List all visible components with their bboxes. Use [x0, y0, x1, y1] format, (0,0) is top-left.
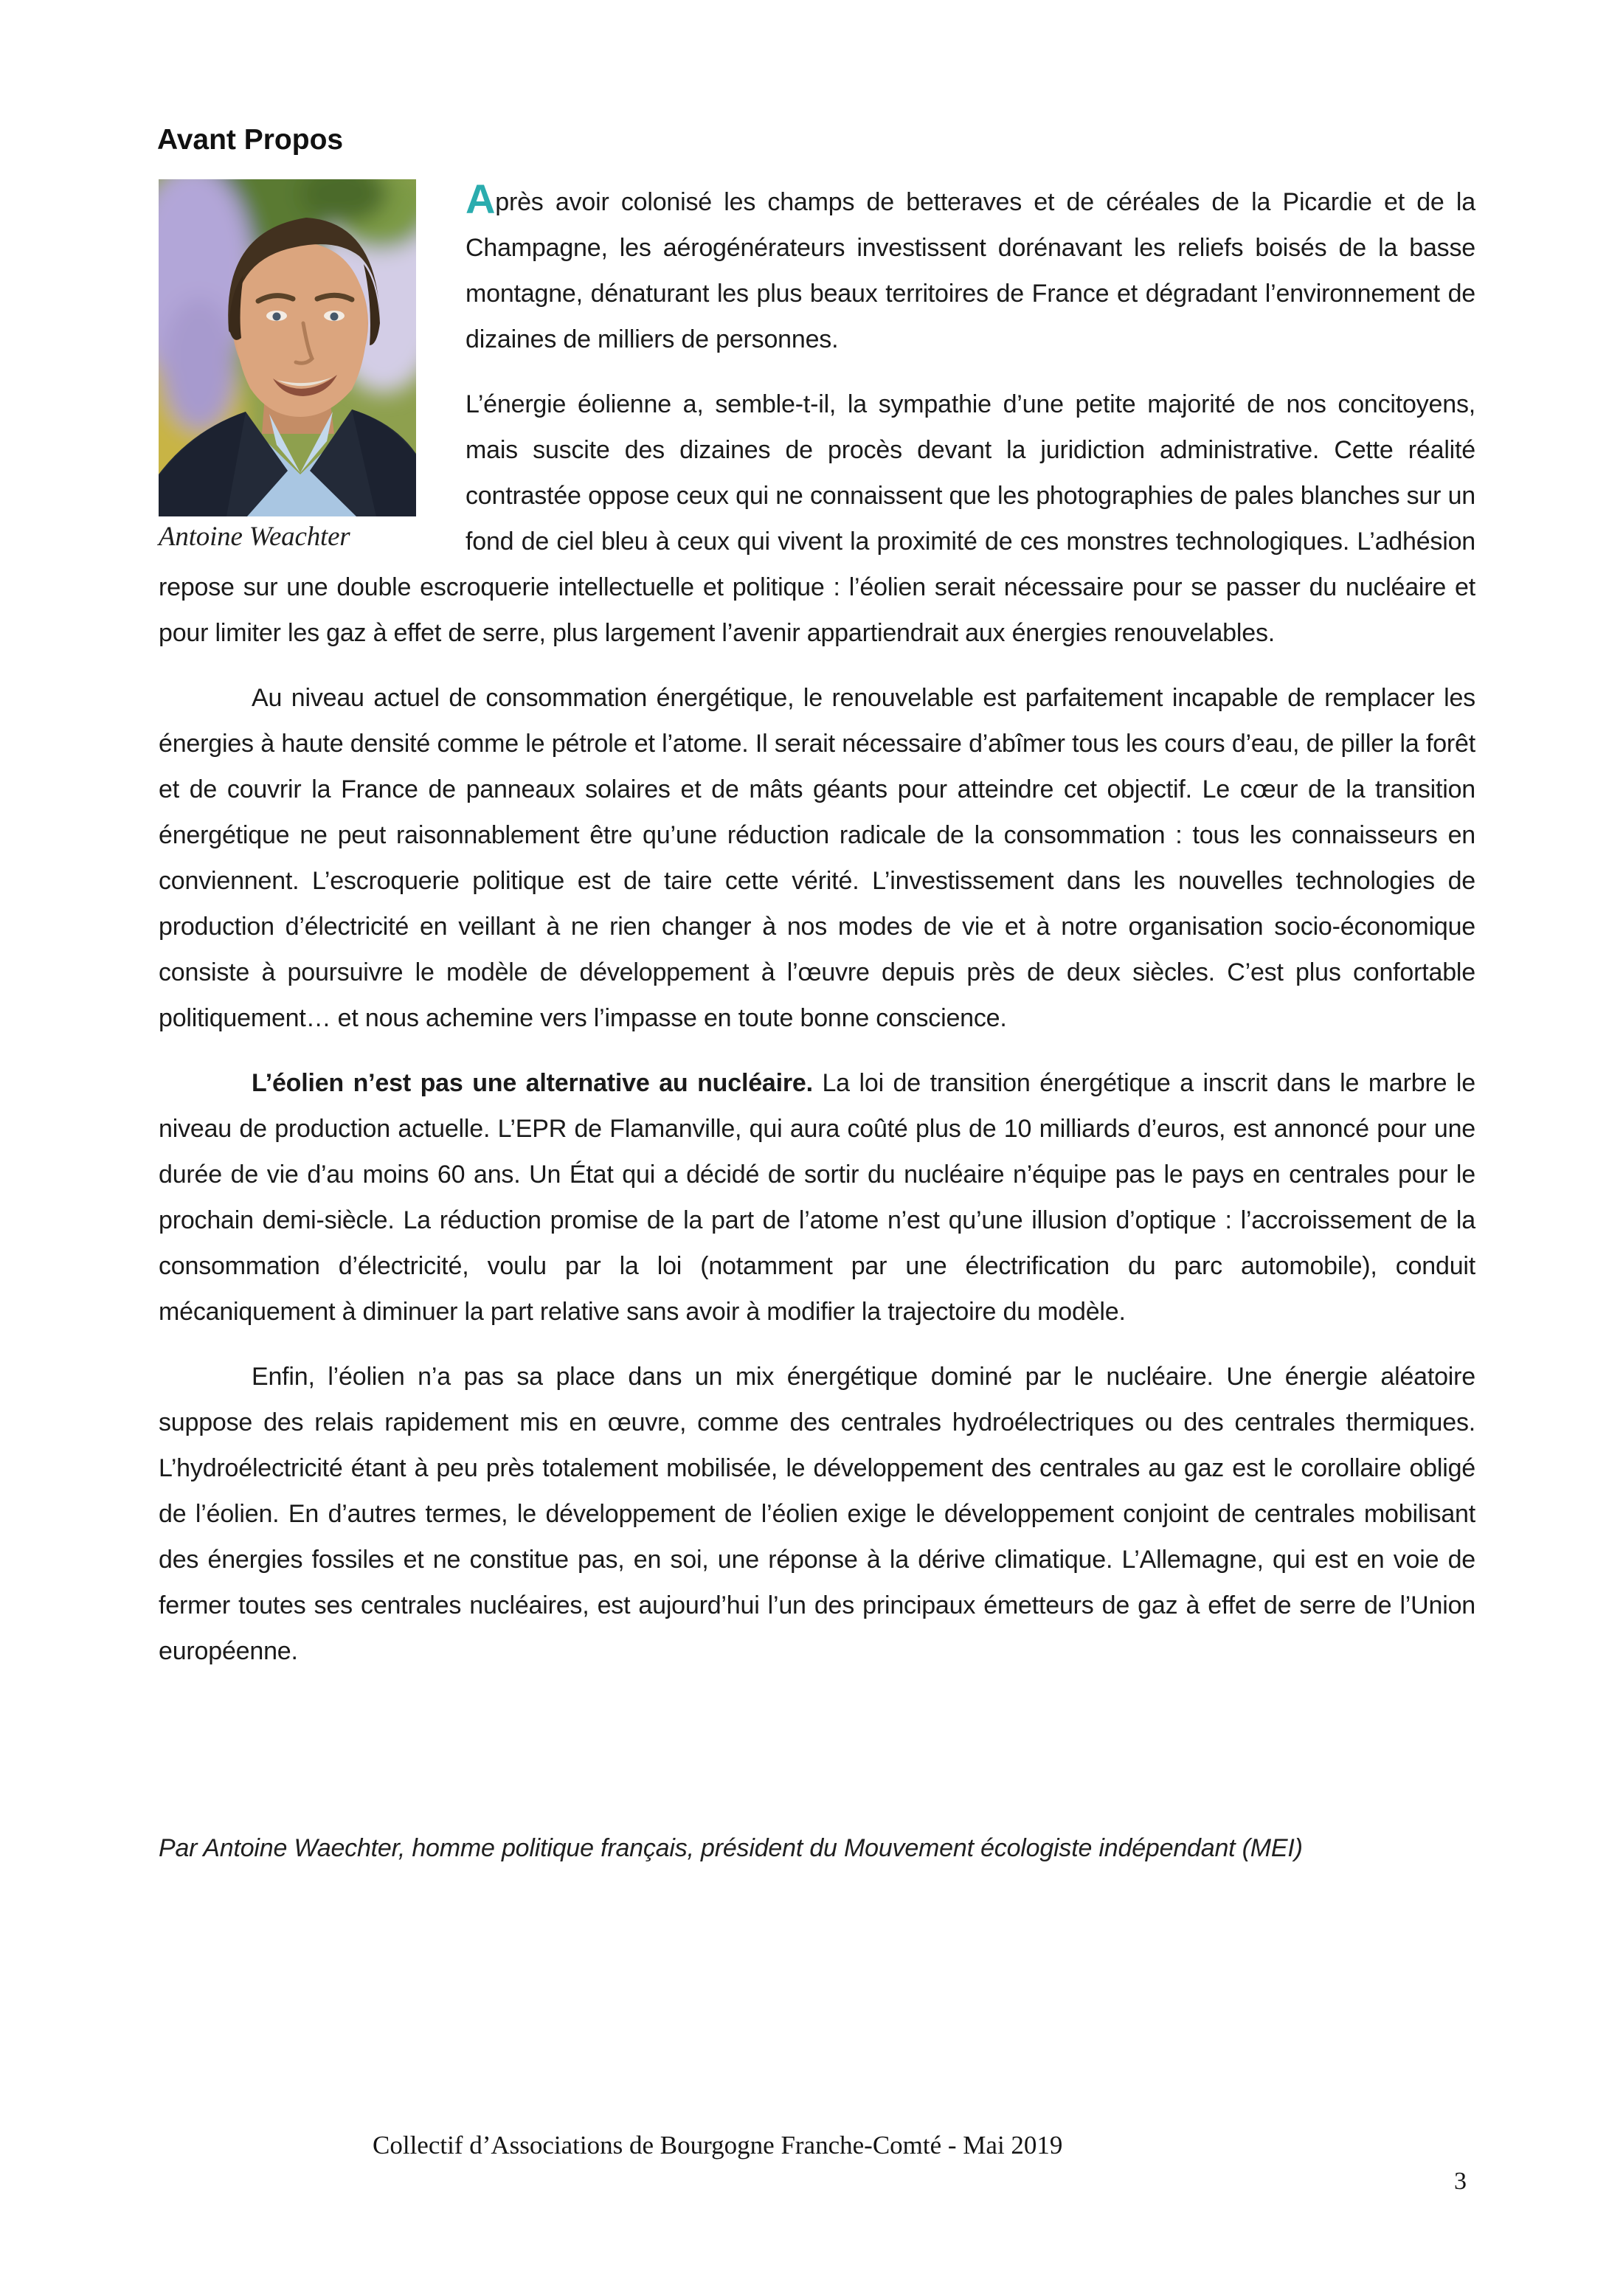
photo-caption: Antoine Weachter [159, 522, 350, 552]
paragraph-5-text: Enfin, l’éolien n’a pas sa place dans un mix énergétique dominé par le nucléaire. Une énergie aléatoire suppose des relais rapidement mis en œuvre, comme des centrales hydroélectriques ou des centrales thermiques. L’hydroélectricité étant à peu près totalement mobilisée, le développement des centrales au gaz est le corollaire obligé de l’éolien. En d’autres termes, le développement de l’éolien exige le développement conjoint de centrales mobilisant des énergies fossiles et ne constitue pas, en soi, une réponse à la dérive climatique. L’Allemagne, qui est en voie de fermer toutes ses centrales nucléaires, est aujourd’hui l’un des principaux émetteurs de gaz à effet de serre de l’Union européenne. [159, 1363, 1475, 1665]
paragraph-1-text: près avoir colonisé les champs de betteraves et de céréales de la Picardie et de la Champagne, les aérogénérateurs investissent dorénavant les reliefs boisés de la basse montagne, dénaturant les plus beaux territoires de France et dégradant l’environnement de dizaines de milliers de personnes. [466, 188, 1475, 353]
paragraph-3 [159, 675, 1475, 1041]
author-byline: Par Antoine Waechter, homme politique français, président du Mouvement écologiste indépendant (MEI) [159, 1834, 1303, 1862]
footer-text: Collectif d’Associations de Bourgogne Franche-Comté - Mai 2019 [373, 2131, 1063, 2160]
paragraph-4-bold-lead: L’éolien n’est pas une alternative au nucléaire. [252, 1069, 813, 1097]
paragraph-4 [159, 1060, 1475, 1335]
author-photo-block [159, 179, 417, 553]
paragraph-3-text: Au niveau actuel de consommation énergétique, le renouvelable est parfaitement incapable de remplacer les énergies à haute densité comme le pétrole et l’atome. Il serait nécessaire d’abîmer tous les cours d’eau, de piller la forêt et de couvrir la France de panneaux solaires et de mâts géants pour atteindre cet objectif. Le cœur de la transition énergétique ne peut raisonnablement être qu’une réduction radicale de la consommation : tous les connaisseurs en conviennent. L’escroquerie politique est de taire cette vérité. L’investissement dans les nouvelles technologies de production d’électricité en veillant à ne rien changer à nos modes de vie et à notre organisation socio-économique consiste à poursuivre le modèle de développement à l’œuvre depuis près de deux siècles. C’est plus confortable politiquement… et nous achemine vers l’impasse en toute bonne conscience. [159, 684, 1475, 1032]
drop-cap: A [466, 176, 496, 222]
article-body [159, 176, 1475, 1693]
paragraph-5 [159, 1354, 1475, 1674]
page-number: 3 [1454, 2168, 1467, 2195]
page-title: Avant Propos [157, 124, 344, 156]
paragraph-4-text: La loi de transition énergétique a inscrit dans le marbre le niveau de production actuelle. L’EPR de Flamanville, qui aura coûté plus de 10 milliards d’euros, est annoncé pour une durée de vie d’au moins 60 ans. Un État qui a décidé de sortir du nucléaire n’équipe pas le pays en centrales pour le prochain demi-siècle. La réduction promise de la part de l’atome n’est qu’une illusion d’optique : l’accroissement de la consommation d’électricité, voulu par la loi (notamment par une électrification du parc automobile), conduit mécaniquement à diminuer la part relative sans avoir à modifier la trajectoire du modèle. [159, 1069, 1475, 1326]
paragraph-2-text: L’énergie éolienne a, semble-t-il, la sympathie d’une petite majorité de nos concitoyens, mais suscite des dizaines de procès devant la juridiction administrative. Cette réalité contrastée oppose ceux qui ne connaissent que les photographies de pales blanches sur un fond de ciel bleu à ceux qui vivent la proximité de ces monstres technologiques. L’adhésion repose sur une double escroquerie intellectuelle et politique : l’éolien serait nécessaire pour se passer du nucléaire et pour limiter les gaz à effet de serre, plus largement l’avenir appartiendrait aux énergies renouvelables. [159, 390, 1475, 647]
portrait-photo [159, 179, 416, 516]
